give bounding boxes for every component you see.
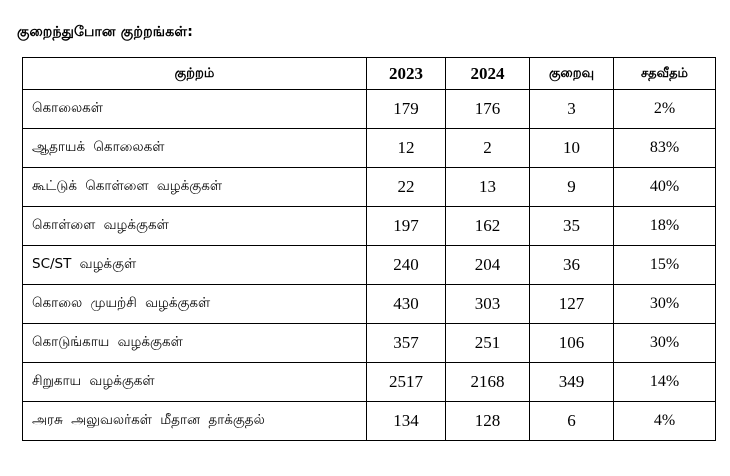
percentage-cell: 83% bbox=[614, 129, 716, 168]
count-2024-cell: 2168 bbox=[446, 363, 530, 402]
count-2023-cell: 179 bbox=[367, 90, 446, 129]
percentage-cell: 40% bbox=[614, 168, 716, 207]
count-2023-cell: 2517 bbox=[367, 363, 446, 402]
count-2023-cell: 197 bbox=[367, 207, 446, 246]
table-row bbox=[23, 168, 716, 207]
percentage-cell: 30% bbox=[614, 324, 716, 363]
reduction-cell: 9 bbox=[530, 168, 614, 207]
table-row bbox=[23, 246, 716, 285]
percentage-cell: 30% bbox=[614, 285, 716, 324]
column-header-reduction: குறைவு bbox=[530, 58, 614, 90]
count-2023-cell: 134 bbox=[367, 402, 446, 441]
crime-name-cell: SC/ST வழக்குள் bbox=[23, 246, 367, 285]
count-2024-cell: 176 bbox=[446, 90, 530, 129]
table-row bbox=[23, 324, 716, 363]
reduction-cell: 349 bbox=[530, 363, 614, 402]
percentage-cell: 18% bbox=[614, 207, 716, 246]
document-heading: குறைந்துபோன குற்றங்கள்: bbox=[17, 24, 194, 40]
count-2024-cell: 162 bbox=[446, 207, 530, 246]
percentage-cell: 15% bbox=[614, 246, 716, 285]
table-row bbox=[23, 402, 716, 441]
count-2024-cell: 251 bbox=[446, 324, 530, 363]
percentage-cell: 14% bbox=[614, 363, 716, 402]
table-header-row bbox=[23, 58, 716, 90]
reduction-cell: 10 bbox=[530, 129, 614, 168]
count-2024-cell: 13 bbox=[446, 168, 530, 207]
reduction-cell: 106 bbox=[530, 324, 614, 363]
count-2023-cell: 12 bbox=[367, 129, 446, 168]
count-2024-cell: 128 bbox=[446, 402, 530, 441]
table-row bbox=[23, 207, 716, 246]
crime-name-cell: கொலை முயற்சி வழக்குகள் bbox=[23, 285, 367, 324]
count-2024-cell: 204 bbox=[446, 246, 530, 285]
reduction-cell: 35 bbox=[530, 207, 614, 246]
column-header-2023: 2023 bbox=[367, 58, 446, 90]
column-header-percentage: சதவீதம் bbox=[614, 58, 716, 90]
reduction-cell: 6 bbox=[530, 402, 614, 441]
table-row bbox=[23, 90, 716, 129]
count-2024-cell: 2 bbox=[446, 129, 530, 168]
count-2024-cell: 303 bbox=[446, 285, 530, 324]
count-2023-cell: 357 bbox=[367, 324, 446, 363]
crime-name-cell: ஆதாயக் கொலைகள் bbox=[23, 129, 367, 168]
crime-reduction-table bbox=[22, 57, 716, 441]
table-row bbox=[23, 363, 716, 402]
table-row bbox=[23, 129, 716, 168]
crime-name-cell: கொடுங்காய வழக்குகள் bbox=[23, 324, 367, 363]
count-2023-cell: 240 bbox=[367, 246, 446, 285]
reduction-cell: 36 bbox=[530, 246, 614, 285]
crime-name-cell: கூட்டுக் கொள்ளை வழக்குகள் bbox=[23, 168, 367, 207]
count-2023-cell: 22 bbox=[367, 168, 446, 207]
table-row bbox=[23, 285, 716, 324]
column-header-2024: 2024 bbox=[446, 58, 530, 90]
crime-name-cell: கொள்ளை வழக்குகள் bbox=[23, 207, 367, 246]
crime-name-cell: அரசு அலுவலர்கள் மீதான தாக்குதல் bbox=[23, 402, 367, 441]
reduction-cell: 127 bbox=[530, 285, 614, 324]
reduction-cell: 3 bbox=[530, 90, 614, 129]
column-header-crime: குற்றம் bbox=[23, 58, 367, 90]
crime-name-cell: கொலைகள் bbox=[23, 90, 367, 129]
percentage-cell: 2% bbox=[614, 90, 716, 129]
crime-name-cell: சிறுகாய வழக்குகள் bbox=[23, 363, 367, 402]
percentage-cell: 4% bbox=[614, 402, 716, 441]
count-2023-cell: 430 bbox=[367, 285, 446, 324]
